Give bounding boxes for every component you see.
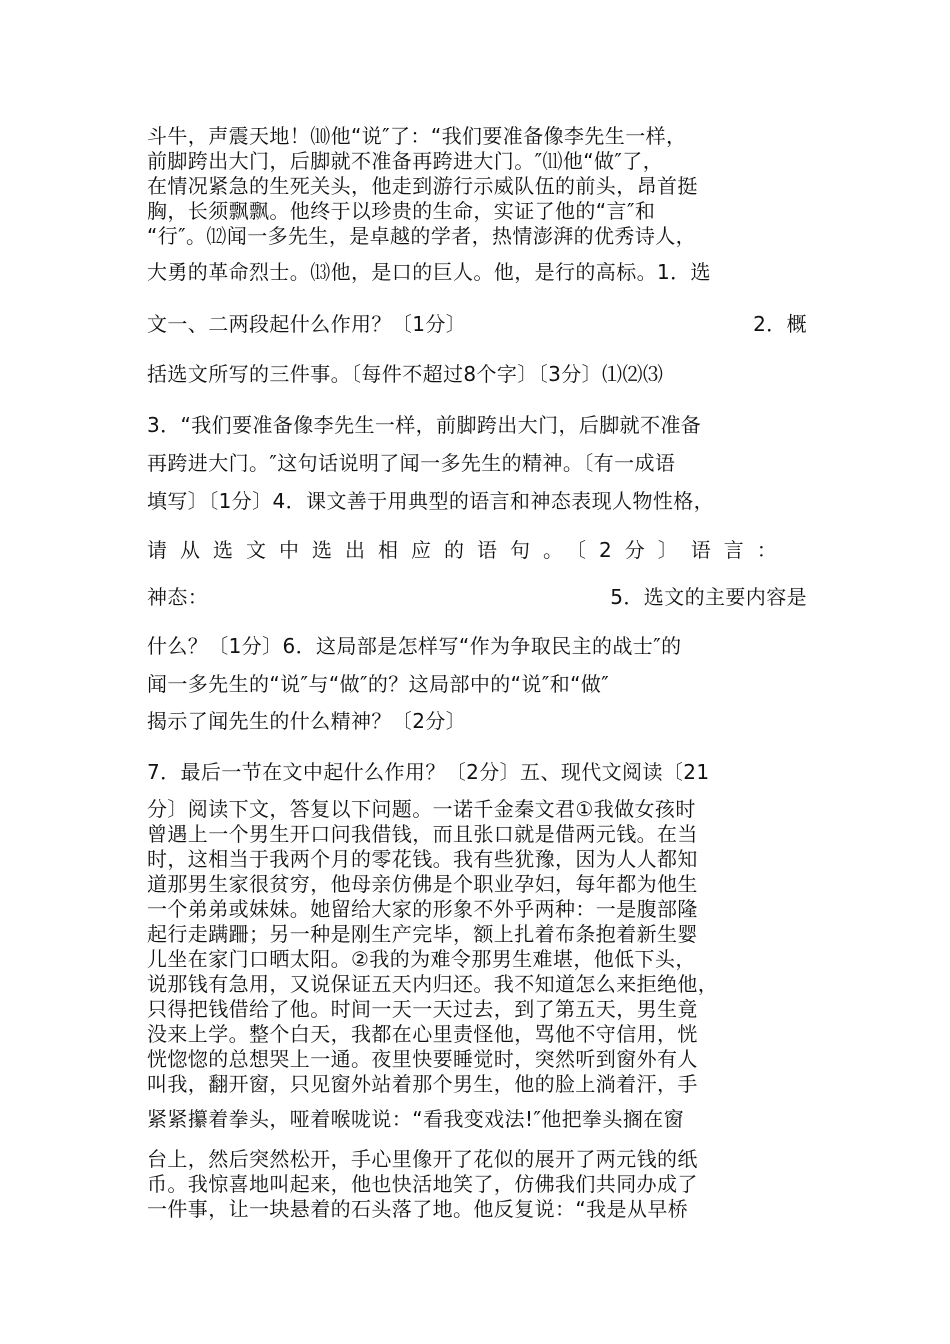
text-line: 3．“我们要准备像李先生一样，前脚跨出大门，后脚就不准备	[147, 413, 702, 437]
text-line: 币。我惊喜地叫起来，他也快活地笑了，仿佛我们共同办成了	[147, 1172, 698, 1196]
text-line: 分〕阅读下文，答复以下问题。一诺千金秦文君①我做女孩时	[147, 797, 696, 821]
text-line: 紧紧攥着拳头，哑着喉咙说：“看我变戏法!″他把拳头搁在窗	[147, 1107, 685, 1131]
text-segment: 神态：	[147, 585, 209, 609]
text-line: 起行走蹒跚；另一种是刚生产完毕，额上扎着布条抱着新生婴	[147, 922, 698, 946]
text-line: “行″。⑿闻一多先生，是卓越的学者，热情澎湃的优秀诗人，	[147, 224, 697, 248]
text-line: 前脚跨出大门，后脚就不准备再跨进大门。″⑾他“做″了，	[147, 149, 664, 173]
text-line: 在情况紧急的生死关头，他走到游行示威队伍的前头，昂首挺	[147, 174, 698, 198]
text-line: 什么？〔1分〕6．这局部是怎样写“作为争取民主的战士″的	[147, 634, 682, 658]
text-line: 一件事，让一块悬着的石头落了地。他反复说：“我是从早桥	[147, 1197, 689, 1221]
text-line	[147, 537, 807, 563]
text-line: 闻一多先生的“说″与“做″的？这局部中的“说″和“做″	[147, 672, 610, 696]
text-line: 恍惚惚的总想哭上一通。夜里快要睡觉时，突然听到窗外有人	[147, 1047, 698, 1071]
text-line: 填写〕〔1分〕4．课文善于用典型的语言和神态表现人物性格，	[147, 489, 715, 513]
text-line: 斗牛，声震天地！⑽他“说″了：“我们要准备像李先生一样，	[147, 124, 687, 148]
text-line: 括选文所写的三件事。〔每件不超过8个字〕〔3分〕⑴⑵⑶	[147, 362, 664, 386]
text-line: 说那钱有急用，又说保证五天内归还。我不知道怎么来拒绝他，	[147, 972, 719, 996]
text-line: 揭示了闻先生的什么精神？〔2分〕	[147, 709, 467, 733]
text-char: 请从选文中选出相应的语句。〔2分〕语言：	[147, 538, 790, 562]
text-line: 儿坐在家门口晒太阳。②我的为难令那男生难堪，他低下头，	[147, 947, 696, 971]
text-line: 没来上学。整个白天，我都在心里责怪他，骂他不守信用，恍	[147, 1022, 698, 1046]
text-line	[147, 584, 807, 610]
text-segment: 5．选文的主要内容是	[610, 585, 807, 609]
text-line: 7．最后一节在文中起什么作用？〔2分〕五、现代文阅读〔21	[147, 760, 710, 784]
text-line: 道那男生家很贫穷，他母亲仿佛是个职业孕妇，每年都为他生	[147, 872, 698, 896]
text-line: 叫我，翻开窗，只见窗外站着那个男生，他的脸上淌着汗，手	[147, 1072, 698, 1096]
text-line: 时，这相当于我两个月的零花钱。我有些犹豫，因为人人都知	[147, 847, 698, 871]
text-line	[147, 311, 807, 337]
text-line: 台上，然后突然松开，手心里像开了花似的展开了两元钱的纸	[147, 1147, 698, 1171]
text-segment: 文一、二两段起什么作用？〔1分〕	[147, 312, 467, 336]
text-line: 再跨进大门。″这句话说明了闻一多先生的精神。〔有一成语	[147, 451, 676, 475]
text-line: 大勇的革命烈士。⒀他，是口的巨人。他，是行的高标。1．选	[147, 260, 711, 284]
text-line: 只得把钱借给了他。时间一天一天过去，到了第五天，男生竟	[147, 997, 698, 1021]
text-segment: 2．概	[753, 312, 807, 336]
text-line: 胸，长须飘飘。他终于以珍贵的生命，实证了他的“言″和	[147, 199, 656, 223]
text-line: 一个弟弟或妹妹。她留给大家的形象不外乎两种：一是腹部隆	[147, 897, 698, 921]
text-line: 曾遇上一个男生开口问我借钱，而且张口就是借两元钱。在当	[147, 822, 698, 846]
